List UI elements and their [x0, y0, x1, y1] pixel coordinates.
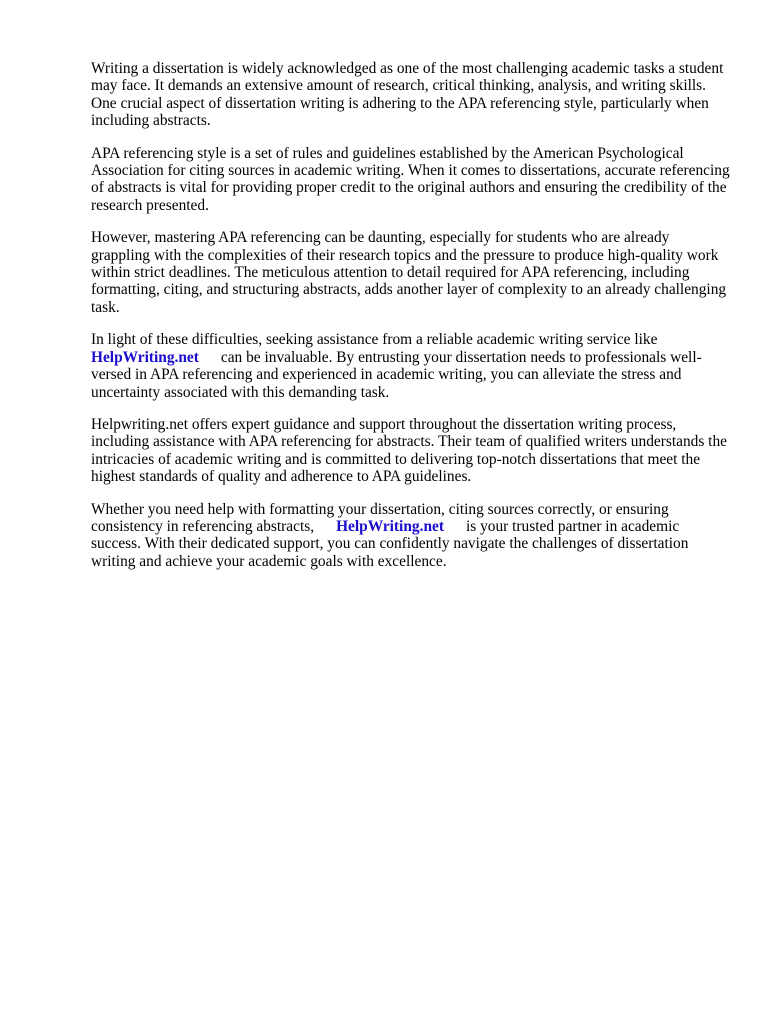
paragraph-6	[91, 501, 731, 571]
helpwriting-link[interactable]: HelpWriting.net	[91, 348, 199, 366]
paragraph-4-text-before: In light of these difficulties, seeking assistance from a reliable academic writing service like	[91, 331, 658, 349]
document-body	[91, 60, 731, 585]
paragraph-4-text-after: can be invaluable. By entrusting your dissertation needs to professionals well-versed in APA referencing and experienced in academic writing, you can alleviate the stress and uncertainty associated with this demanding task.	[91, 348, 702, 401]
paragraph-2: APA referencing style is a set of rules and guidelines established by the American Psychological Association for citing sources in academic writing. When it comes to dissertations, accurate referencing of abstracts is vital for providing proper credit to the original authors and ensuring the credibility of the research presented.	[91, 144, 730, 214]
paragraph-5: Helpwriting.net offers expert guidance and support throughout the dissertation writing process, including assistance with APA referencing for abstracts. Their team of qualified writers understands the intricacies of academic writing and is committed to delivering top-notch dissertations that meet the highest standards of quality and adherence to APA guidelines.	[91, 415, 727, 486]
helpwriting-link[interactable]: HelpWriting.net	[336, 517, 444, 535]
paragraph-6-text-after: is your trusted partner in academic success. With their dedicated support, you can confidently navigate the challenges of dissertation writing and achieve your academic goals with excellence.	[91, 517, 689, 570]
paragraph-6-text-before: Whether you need help with formatting your dissertation, citing sources correctly, or ensuring consistency in referencing abstracts,	[91, 500, 669, 535]
paragraph-3: However, mastering APA referencing can be daunting, especially for students who are already grappling with the complexities of their research topics and the pressure to produce high-quality work within strict deadlines. The meticulous attention to detail required for APA referencing, including formatting, citing, and structuring abstracts, adds another layer of complexity to an already challenging task.	[91, 229, 727, 316]
paragraph-4	[91, 331, 731, 401]
paragraph-1: Writing a dissertation is widely acknowledged as one of the most challenging academic tasks a student may face. It demands an extensive amount of research, critical thinking, analysis, and writing skills. One crucial aspect of dissertation writing is adhering to the APA referencing style, particularly when including abstracts.	[91, 60, 724, 130]
